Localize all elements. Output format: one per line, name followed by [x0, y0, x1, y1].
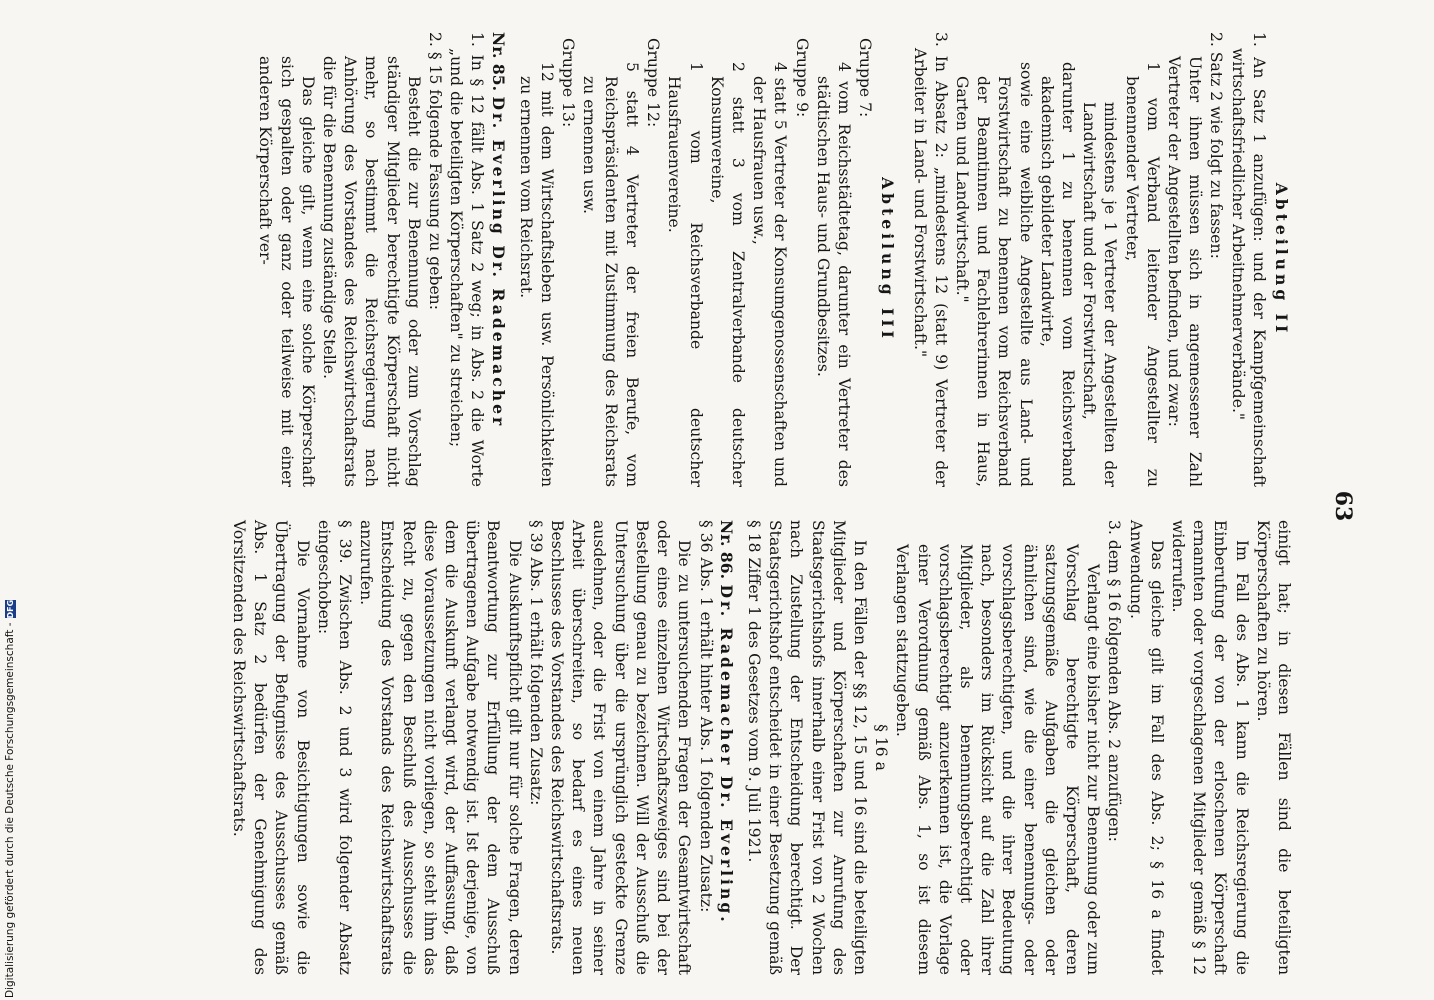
group-7-title: Gruppe 7:: [856, 38, 875, 118]
group-9-b: 2 statt 3 vom Zentralverbande deutscher Konsumvereine,: [707, 62, 747, 487]
right-para-2: Im Fall des Abs. 1 kann die Reichsregierung die Einberufung der von der erloschenen Körperschaft ernannten oder vorgeschlagenen Mitglieder gemäß § 12 widerrufen.: [1168, 520, 1251, 975]
amendment-item-2-b: mindestens je 1 Vertreter der Angestellten der Landwirtschaft und der Forstwirtschaft,: [1080, 102, 1120, 487]
section-16a-heading: § 16 a: [872, 724, 891, 771]
motion-86-header: [716, 520, 737, 975]
right-para-5: Verlangt eine bisher nicht zur Benennung oder zum Vorschlag berechtigte Körperschaft, deren satzungsgemäße Aufgaben die gleichen oder ähnlichen sind, wie die einer benennungs- oder vorschlagsberechtigten, und die ihrer Bedeutung nach, besonders im Rücksicht auf die Zahl ihrer Mitglieder, als benennungsberechtigt oder vorschlagsberechtigt anzuerkennen ist, die Vorlage einer Verordnung gemäß Abs. 1, so ist diesem Verlangen stattzugeben.: [893, 544, 1103, 975]
right-column: [228, 520, 1294, 975]
right-para-11: Die Auskunftspflicht gilt nur für solche Fragen, deren Beantwortung zur Erfüllung der dem Ausschuß übertragenen Aufgabe notwendig ist. Ist derjenige, von dem die Auskunft verlangt wird, der Auffassung, daß diese Voraussetzungen nicht vorliegen, so steht ihm das Recht zu, gegen den Beschluß des Ausschusses die Entscheidung des Vorstands des Reichswirtschaftsrats anzurufen.: [357, 520, 524, 975]
group-13-text: 12 mit dem Wirtschaftsleben usw. Persönlichkeiten zu ernennen vom Reichsrat.: [516, 62, 557, 487]
dfg-logo-icon: DFG: [5, 599, 15, 619]
motion-86-signatories: Dr. Rademacher Dr. Everling.: [716, 584, 736, 925]
right-item-3: 3. dem § 16 folgenden Abs. 2 anzufügen:: [1105, 520, 1124, 842]
amendment-item-2: 2. Satz 2 wie folgt zu fassen:: [1207, 32, 1226, 259]
amendment-item-1: 1. An Satz 1 anzufügen: und der Kampfgemeinschaft wirtschaftsfriedlicher Arbeitnehmerverbände.": [1228, 32, 1268, 487]
motion-85-header: [487, 32, 508, 487]
motion-85-signatories: Dr. Everling Dr. Rademacher: [488, 96, 508, 429]
motion-85-number: Nr. 85.: [488, 32, 508, 92]
motion-85-item-2: 2. § 15 folgende Fassung zu geben:: [426, 32, 445, 310]
right-para-12: § 39. Zwischen Abs. 2 und 3 wird folgender Absatz eingeschoben:: [314, 520, 355, 975]
motion-86-number: Nr. 86.: [716, 520, 736, 580]
group-9-a: 4 statt 5 Vertreter der Konsumgenossenschaften und der Hausfrauen usw.,: [750, 62, 790, 487]
group-12-title: Gruppe 12:: [644, 38, 663, 128]
heading-abteilung-3: Abteilung III: [878, 177, 898, 342]
right-para-3: Das gleiche gilt im Fall des Abs. 2; § 16 a findet Anwendung.: [1126, 520, 1166, 975]
amendment-item-2-c: darunter 1 zu benennen vom Reichsverband akademisch gebildeter Landwirte,: [1037, 62, 1077, 487]
amendment-item-2-a: 1 vom Verband leitender Angestellter zu benennender Vertreter,: [1122, 62, 1162, 487]
amendment-item-3: 3. In Absatz 2: „mindestens 12 (statt 9) Vertreter der Arbeiter in Land- und Forstwirtschaft.": [910, 32, 950, 487]
group-9-title: Gruppe 9:: [792, 38, 811, 118]
amendment-item-2-intro: Unter ihnen müssen sich in angemessener Zahl Vertreter der Angestellten befinden, und zwar:: [1164, 56, 1205, 487]
motion-85-para-2: Das gleiche gilt, wenn eine solche Körperschaft sich gespalten oder ganz oder teilweise mit einer anderen Körperschaft ver-: [256, 56, 317, 487]
right-para-7: In den Fällen der §§ 12, 15 und 16 sind die beteiligten Mitglieder und Körperschaften zur Anrufung des Staatsgerichtshofs innerhalb einer Frist von 2 Wochen nach Zustellung der Entscheidung berechtigt. Der Staatsgerichtshof entscheidet in einer Besetzung gemäß § 18 Ziffer 1 des Gesetzes vom 9. Juli 1921.: [744, 520, 869, 975]
page-number: 63: [1330, 490, 1356, 522]
motion-85-item-1: 1. In § 12 fällt Abs. 1 Satz 2 weg; in Abs. 2 die Worte „und die beteiligten Körperschaften" zu streichen;: [447, 32, 487, 487]
right-para-8: § 36 Abs. 1 erhält hinter Abs. 1 folgenden Zusatz:: [696, 520, 715, 913]
amendment-item-2-d: sowie eine weibliche Angestellte aus Land- und Forstwirtschaft zu benennen vom Reichsverband der Beamtinnen und Fachlehrerinnen in Haus, Garten und Landwirtschaft.": [952, 62, 1035, 487]
funding-stamp-text: Digitalisierung gefördert durch die Deutsche Forschungsgemeinschaft -: [4, 622, 16, 998]
right-para-10: § 39 Abs. 1 erhält folgenden Zusatz:: [526, 520, 545, 806]
group-9-c: 1 vom Reichsverbande deutscher Hausfrauenvereine.: [665, 62, 705, 487]
group-12-text: 5 statt 4 Vertreter der freien Berufe, vom Reichspräsidenten mit Zustimmung des Reichsrats zu ernennen usw.: [580, 62, 641, 487]
heading-abteilung-2: Abteilung II: [1272, 182, 1291, 337]
motion-85-para-1: Besteht die zur Benennung oder zum Vorschlag ständiger Mitglieder berechtigte Körperschaft nicht mehr, so bestimmt die Reichsregierung nach Anhörung des Vorstandes des Reichswirtschaftsrats die für die Benennung zuständige Stelle.: [320, 56, 423, 487]
right-para-9: Die zu untersuchenden Fragen der Gesamtwirtschaft oder eines einzelnen Wirtschaftszweiges sind bei der Bestellung genau zu bezeichnen. Will der Ausschuß die Untersuchung über die ursprünglich gesteckte Grenze ausdehnen, oder die Frist von einem Jahre in seiner Arbeit überschreiten, so bedarf es eines neuen Beschlusses des Vorstandes des Reichswirtschaftsrats.: [548, 520, 694, 975]
left-column: [254, 32, 1294, 487]
group-13-title: Gruppe 13:: [559, 38, 578, 128]
group-7-text: 4 vom Reichsstädtetag, darunter ein Vertreter des städtischen Haus- und Grundbesitzes.: [813, 62, 853, 487]
right-para-1: einigt hat; in diesen Fällen sind die beteiligten Körperschaften zu hören.: [1253, 520, 1293, 975]
right-para-13: Die Vornahme von Besichtigungen sowie die Übertragung der Befugnisse des Ausschusses gemäß Abs. 1 Satz 2 bedürfen der Genehmigung des Vorsitzenden des Reichswirtschaftsrats.: [230, 520, 312, 975]
funding-stamp: [4, 600, 16, 998]
